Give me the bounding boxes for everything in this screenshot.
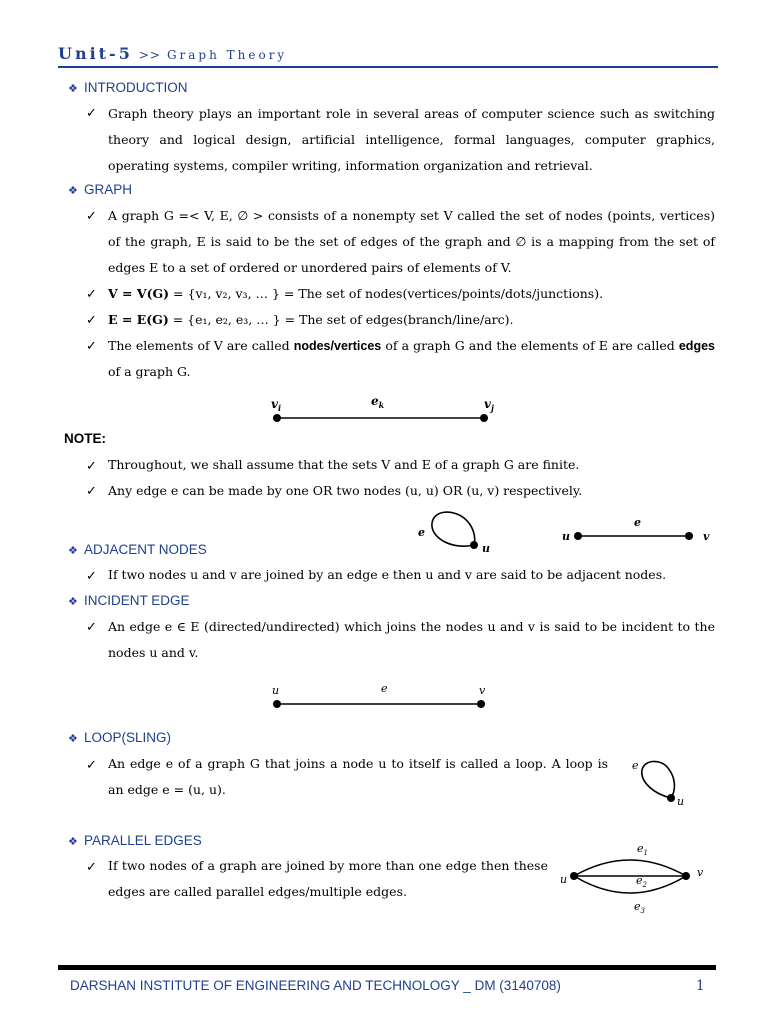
label-v: v: [703, 530, 710, 543]
node-vj: [480, 414, 488, 422]
check-icon: ✓: [86, 860, 97, 875]
node-u: [273, 700, 281, 708]
node-v: [682, 872, 690, 880]
node-v: [477, 700, 485, 708]
page-header: [58, 44, 287, 63]
nodes-edges-text: The elements of V are called nodes/vertices of a graph G and the elements of E are called edges of a graph G.: [108, 338, 715, 379]
check-icon: ✓: [86, 313, 97, 328]
label-e: e: [634, 516, 641, 529]
header-topic: Graph Theory: [166, 48, 288, 62]
diamond-bullet-icon: ❖: [68, 545, 78, 557]
heading-parallel-edges: ❖ PARALLEL EDGES: [68, 833, 202, 848]
loop-diagram-small: [412, 506, 502, 558]
page-number: 1: [696, 978, 705, 994]
parallel-edges-diagram: [556, 838, 716, 922]
label-ek: $e_k$: [371, 394, 385, 410]
note-edge-nodes-text: Any edge e can be made by one OR two nodes (u, u) OR (u, v) respectively.: [108, 483, 583, 498]
check-icon: ✓: [86, 339, 97, 354]
label-u: u: [562, 530, 570, 543]
edge-diagram-u-v-small: [556, 510, 716, 546]
check-icon: ✓: [86, 569, 97, 584]
graph-definition-text: A graph G =< V, E, ∅ > consists of a nonempty set V called the set of nodes (points, vertices) of the graph, E is said to be the set of edges of the graph and ∅ is a mapping from the set of edges E to a set of ordered or unordered pairs of elements of V.: [108, 208, 715, 275]
label-v: v: [479, 684, 486, 697]
node-u: [470, 541, 478, 549]
heading-incident-edge: ❖ INCIDENT EDGE: [68, 593, 190, 608]
label-u: u: [482, 542, 490, 555]
check-icon: ✓: [86, 209, 97, 224]
diamond-bullet-icon: ❖: [68, 596, 78, 608]
header-separator: >>: [138, 48, 161, 62]
label-e: e: [632, 759, 639, 772]
vertex-set-text: V = V(G) = {v₁, v₂, v₃, … } = The set of nodes(vertices/points/dots/junctions).: [108, 286, 604, 301]
header-unit: Unit-5: [58, 44, 133, 63]
label-u: u: [272, 684, 280, 697]
label-vj: $v_j$: [484, 397, 494, 413]
label-e3: $e_3$: [634, 900, 645, 915]
loop-edge: [642, 761, 675, 798]
check-icon: ✓: [86, 287, 97, 302]
heading-graph: ❖ GRAPH: [68, 182, 133, 197]
edge-e1: [574, 860, 686, 876]
label-u: u: [560, 873, 568, 886]
heading-loop: ❖ LOOP(SLING): [68, 730, 172, 745]
node-u: [667, 794, 675, 802]
node-u: [574, 532, 582, 540]
parallel-edges-text: If two nodes of a graph are joined by more than one edge then these edges are called parallel edges/multiple edges.: [108, 858, 548, 899]
label-e2: $e_2$: [636, 874, 647, 889]
loop-diagram: [626, 752, 696, 812]
node-v: [685, 532, 693, 540]
heading-adjacent-nodes: ❖ ADJACENT NODES: [68, 542, 207, 557]
header-rule: [58, 66, 718, 68]
label-u: u: [677, 795, 685, 808]
check-icon: ✓: [86, 459, 97, 474]
label-e: e: [381, 682, 388, 695]
diamond-bullet-icon: ❖: [68, 836, 78, 848]
edge-set-text: E = E(G) = {e₁, e₂, e₃, … } = The set of edges(branch/line/arc).: [108, 312, 514, 327]
check-icon: ✓: [86, 620, 97, 635]
label-vi: $v_i$: [271, 397, 282, 413]
diamond-bullet-icon: ❖: [68, 733, 78, 745]
heading-note: NOTE:: [64, 431, 106, 446]
edge-e3: [574, 876, 686, 893]
check-icon: ✓: [86, 484, 97, 499]
loop-edge: [432, 512, 475, 546]
label-v: v: [697, 866, 704, 879]
edge-diagram-incident: [262, 680, 498, 712]
label-e1: $e_1$: [637, 842, 648, 857]
footer-institute: DARSHAN INSTITUTE OF ENGINEERING AND TECHNOLOGY _ DM (3140708): [70, 978, 561, 993]
adjacent-nodes-text: If two nodes u and v are joined by an edge e then u and v are said to be adjacent nodes.: [108, 567, 667, 582]
check-icon: ✓: [86, 758, 97, 773]
node-vi: [273, 414, 281, 422]
note-finite-text: Throughout, we shall assume that the sets V and E of a graph G are finite.: [108, 457, 580, 472]
diamond-bullet-icon: ❖: [68, 83, 78, 95]
edge-diagram-vi-vj: [260, 390, 500, 430]
footer-rule: [58, 965, 716, 970]
loop-text: An edge e of a graph G that joins a node u to itself is called a loop. A loop is an edge e = (u, u).: [108, 756, 608, 797]
intro-text: Graph theory plays an important role in several areas of computer science such as switching theory and logical design, artificial intelligence, formal languages, computer graphics, operating systems, compiler writing, information organization and retrieval.: [108, 106, 715, 173]
node-u: [570, 872, 578, 880]
label-e: e: [418, 526, 425, 539]
diamond-bullet-icon: ❖: [68, 185, 78, 197]
check-icon: ✓: [86, 106, 97, 121]
incident-edge-text: An edge e ∈ E (directed/undirected) which joins the nodes u and v is said to be incident to the nodes u and v.: [108, 619, 715, 660]
heading-introduction: ❖ INTRODUCTION: [68, 80, 188, 95]
